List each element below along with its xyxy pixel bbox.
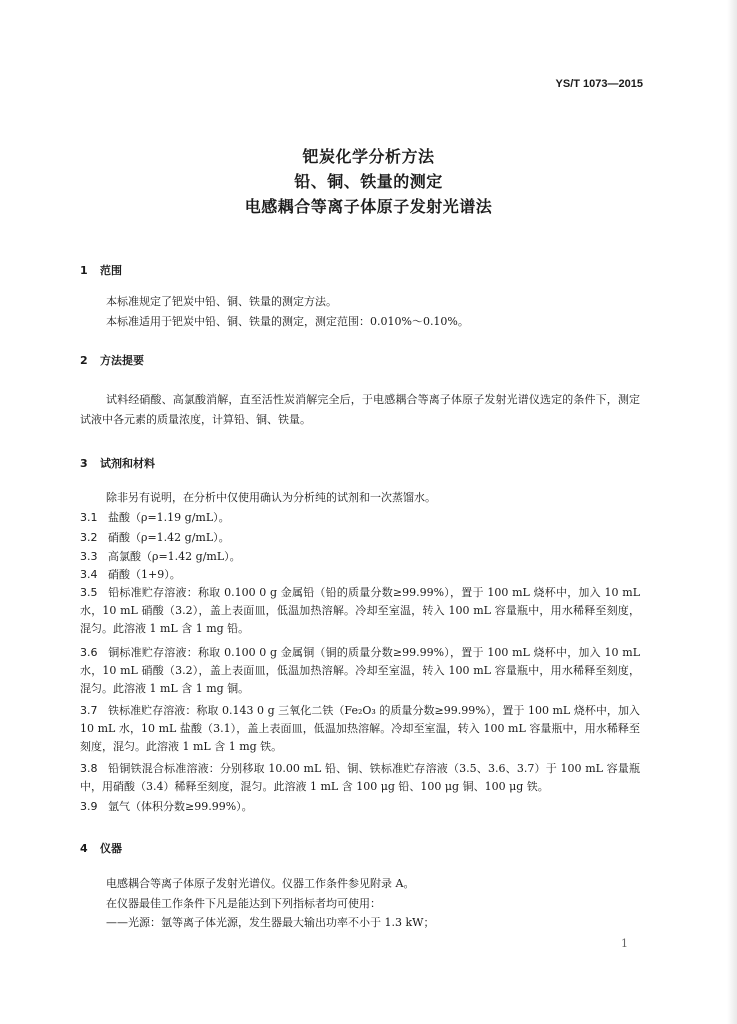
- standard-code: YS/T 1073—2015: [555, 78, 643, 90]
- section-heading-reagents: [80, 455, 155, 471]
- section-heading-apparatus: [80, 840, 122, 856]
- paragraph: 除非另有说明，在分析中仅使用确认为分析纯的试剂和一次蒸馏水。: [106, 491, 436, 504]
- document-title: [0, 144, 737, 219]
- list-item: 3.2 硝酸（ρ=1.42 g/mL）。: [80, 531, 230, 544]
- page-number: 1: [621, 937, 628, 950]
- list-item: 3.9 氩气（体积分数≥99.99%）。: [80, 800, 253, 813]
- list-item: 3.6 铜标准贮存溶液：称取 0.100 0 g 金属铜（铜的质量分数≥99.99%），置于 100 mL 烧杯中，加入 10 mL 水，10 mL 硝酸（3.2），盖上表面皿，低温加热溶解。冷却至室温，转入 100 mL 容量瓶中，用水稀释至刻度，混匀。此溶液 1 mL 含 1 mg 铜。: [80, 646, 640, 695]
- title-line-1: 钯炭化学分析方法: [302, 147, 435, 166]
- section-title: 方法提要: [100, 354, 144, 367]
- section-heading-principle: [80, 352, 144, 368]
- paragraph: ——光源：氩等离子体光源，发生器最大输出功率不小于 1.3 kW；: [106, 916, 435, 929]
- paragraph: 本标准规定了钯炭中铅、铜、铁量的测定方法。: [106, 295, 337, 308]
- section-number: 2: [80, 354, 88, 367]
- list-item: 3.1 盐酸（ρ=1.19 g/mL）。: [80, 511, 230, 524]
- section-heading-scope: [80, 262, 122, 278]
- list-item: 3.7 铁标准贮存溶液：称取 0.143 0 g 三氧化二铁（Fe₂O₃ 的质量分数≥99.99%），置于 100 mL 烧杯中，加入 10 mL 水，10 mL 盐酸（3.1），盖上表面皿，低温加热溶解。冷却至室温，转入 100 mL 容量瓶中，用水稀释至刻度，混匀。此溶液 1 mL 含 1 mg 铁。: [80, 704, 640, 753]
- paragraph: 在仪器最佳工作条件下凡是能达到下列指标者均可使用：: [106, 897, 381, 910]
- section-number: 3: [80, 457, 88, 470]
- section-title: 试剂和材料: [100, 457, 155, 470]
- paragraph: 本标准适用于钯炭中铅、铜、铁量的测定，测定范围：0.010%～0.10%。: [106, 315, 469, 328]
- list-item: 3.4 硝酸（1+9）。: [80, 568, 181, 581]
- list-item: 3.8 铅铜铁混合标准溶液：分别移取 10.00 mL 铅、铜、铁标准贮存溶液（3.5、3.6、3.7）于 100 mL 容量瓶中，用硝酸（3.4）稀释至刻度，混匀。此溶液 1 mL 含 100 μg 铅、100 μg 铜、100 μg 铁。: [80, 762, 640, 793]
- paragraph: 电感耦合等离子体原子发射光谱仪。仪器工作条件参见附录 A。: [106, 877, 415, 890]
- list-item: 3.5 铅标准贮存溶液：称取 0.100 0 g 金属铅（铅的质量分数≥99.99%），置于 100 mL 烧杯中，加入 10 mL 水，10 mL 硝酸（3.2），盖上表面皿，低温加热溶解。冷却至室温，转入 100 mL 容量瓶中，用水稀释至刻度，混匀。此溶液 1 mL 含 1 mg 铅。: [80, 586, 640, 635]
- section-number: 4: [80, 842, 88, 855]
- page-edge-shadow: [727, 0, 737, 1024]
- section-number: 1: [80, 264, 88, 277]
- title-line-2: 铅、铜、铁量的测定: [294, 172, 443, 191]
- title-line-3: 电感耦合等离子体原子发射光谱法: [244, 197, 493, 216]
- section-title: 仪器: [100, 842, 122, 855]
- section-title: 范围: [100, 264, 122, 277]
- list-item: 3.3 高氯酸（ρ=1.42 g/mL）。: [80, 550, 241, 563]
- paragraph: 试料经硝酸、高氯酸消解，直至活性炭消解完全后，于电感耦合等离子体原子发射光谱仪选定的条件下，测定试液中各元素的质量浓度，计算铅、铜、铁量。: [80, 393, 640, 426]
